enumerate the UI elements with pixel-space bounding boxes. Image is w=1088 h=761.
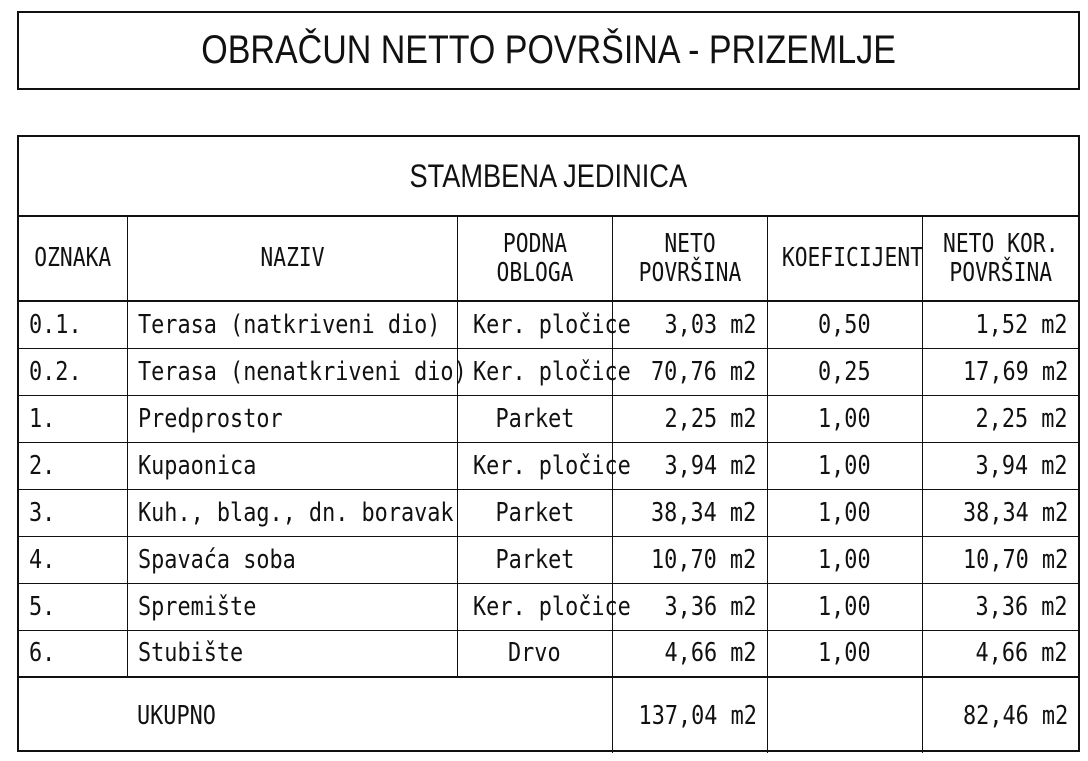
cell-oznaka: 0.2. [19, 348, 127, 395]
cell-oznaka: 6. [19, 630, 127, 677]
cell-neto: 70,76 m2 [612, 348, 767, 395]
cell-naziv: Terasa (natkriveni dio) [127, 301, 457, 348]
cell-koef: 1,00 [767, 442, 922, 489]
total-neto: 137,04 m2 [612, 677, 767, 753]
table-row [19, 395, 1078, 442]
table-row [19, 489, 1078, 536]
header-oznaka: OZNAKA [19, 216, 127, 301]
document-title-box [17, 11, 1080, 90]
cell-neto: 3,03 m2 [612, 301, 767, 348]
cell-netokor: 38,34 m2 [922, 489, 1078, 536]
total-blank [19, 677, 127, 753]
cell-neto: 10,70 m2 [612, 536, 767, 583]
section-heading [19, 137, 1078, 216]
document-title: OBRAČUN NETTO POVRŠINA - PRIZEMLJE [201, 28, 896, 72]
table-row [19, 301, 1078, 348]
cell-koef: 1,00 [767, 583, 922, 630]
cell-koef: 0,50 [767, 301, 922, 348]
cell-koef: 1,00 [767, 630, 922, 677]
cell-naziv: Kupaonica [127, 442, 457, 489]
cell-koef: 1,00 [767, 489, 922, 536]
cell-oznaka: 4. [19, 536, 127, 583]
cell-oznaka: 3. [19, 489, 127, 536]
cell-obloga: Ker. pločice [457, 442, 612, 489]
cell-naziv: Spremište [127, 583, 457, 630]
cell-neto: 2,25 m2 [612, 395, 767, 442]
cell-oznaka: 5. [19, 583, 127, 630]
cell-netokor: 3,36 m2 [922, 583, 1078, 630]
cell-obloga: Ker. pločice [457, 583, 612, 630]
cell-obloga: Parket [457, 489, 612, 536]
header-neto-povrsina: NETO POVRŠINA [612, 216, 767, 301]
cell-obloga: Parket [457, 536, 612, 583]
cell-koef: 1,00 [767, 536, 922, 583]
cell-obloga: Drvo [457, 630, 612, 677]
total-koef-blank [767, 677, 922, 753]
cell-oznaka: 0.1. [19, 301, 127, 348]
cell-koef: 0,25 [767, 348, 922, 395]
cell-naziv: Terasa (nenatkriveni dio) [127, 348, 457, 395]
cell-neto: 4,66 m2 [612, 630, 767, 677]
column-header-row [19, 216, 1078, 301]
cell-netokor: 1,52 m2 [922, 301, 1078, 348]
cell-naziv: Kuh., blag., dn. boravak [127, 489, 457, 536]
cell-obloga: Ker. pločice [457, 301, 612, 348]
cell-neto: 3,94 m2 [612, 442, 767, 489]
cell-netokor: 10,70 m2 [922, 536, 1078, 583]
table-row [19, 630, 1078, 677]
cell-naziv: Spavaća soba [127, 536, 457, 583]
cell-netokor: 4,66 m2 [922, 630, 1078, 677]
cell-netokor: 3,94 m2 [922, 442, 1078, 489]
total-label: UKUPNO [127, 677, 612, 753]
cell-obloga: Ker. pločice [457, 348, 612, 395]
table-row [19, 442, 1078, 489]
area-table-frame [17, 135, 1080, 752]
total-netokor: 82,46 m2 [962, 700, 1069, 731]
cell-netokor: 17,69 m2 [922, 348, 1078, 395]
area-table [19, 137, 1078, 753]
table-row [19, 583, 1078, 630]
header-podna-obloga: PODNA OBLOGA [457, 216, 612, 301]
section-title: STAMBENA JEDINICA [409, 157, 688, 194]
header-neto-kor-povrsina: NETO KOR. POVRŠINA [922, 216, 1078, 301]
table-row [19, 348, 1078, 395]
total-row [19, 677, 1078, 753]
cell-oznaka: 2. [19, 442, 127, 489]
header-naziv: NAZIV [127, 216, 457, 301]
header-koeficijent: KOEFICIJENT [767, 216, 922, 301]
cell-koef: 1,00 [767, 395, 922, 442]
cell-neto: 3,36 m2 [612, 583, 767, 630]
cell-oznaka: 1. [19, 395, 127, 442]
table-row [19, 536, 1078, 583]
cell-naziv: Stubište [127, 630, 457, 677]
cell-obloga: Parket [457, 395, 612, 442]
cell-netokor: 2,25 m2 [922, 395, 1078, 442]
cell-naziv: Predprostor [127, 395, 457, 442]
cell-neto: 38,34 m2 [612, 489, 767, 536]
